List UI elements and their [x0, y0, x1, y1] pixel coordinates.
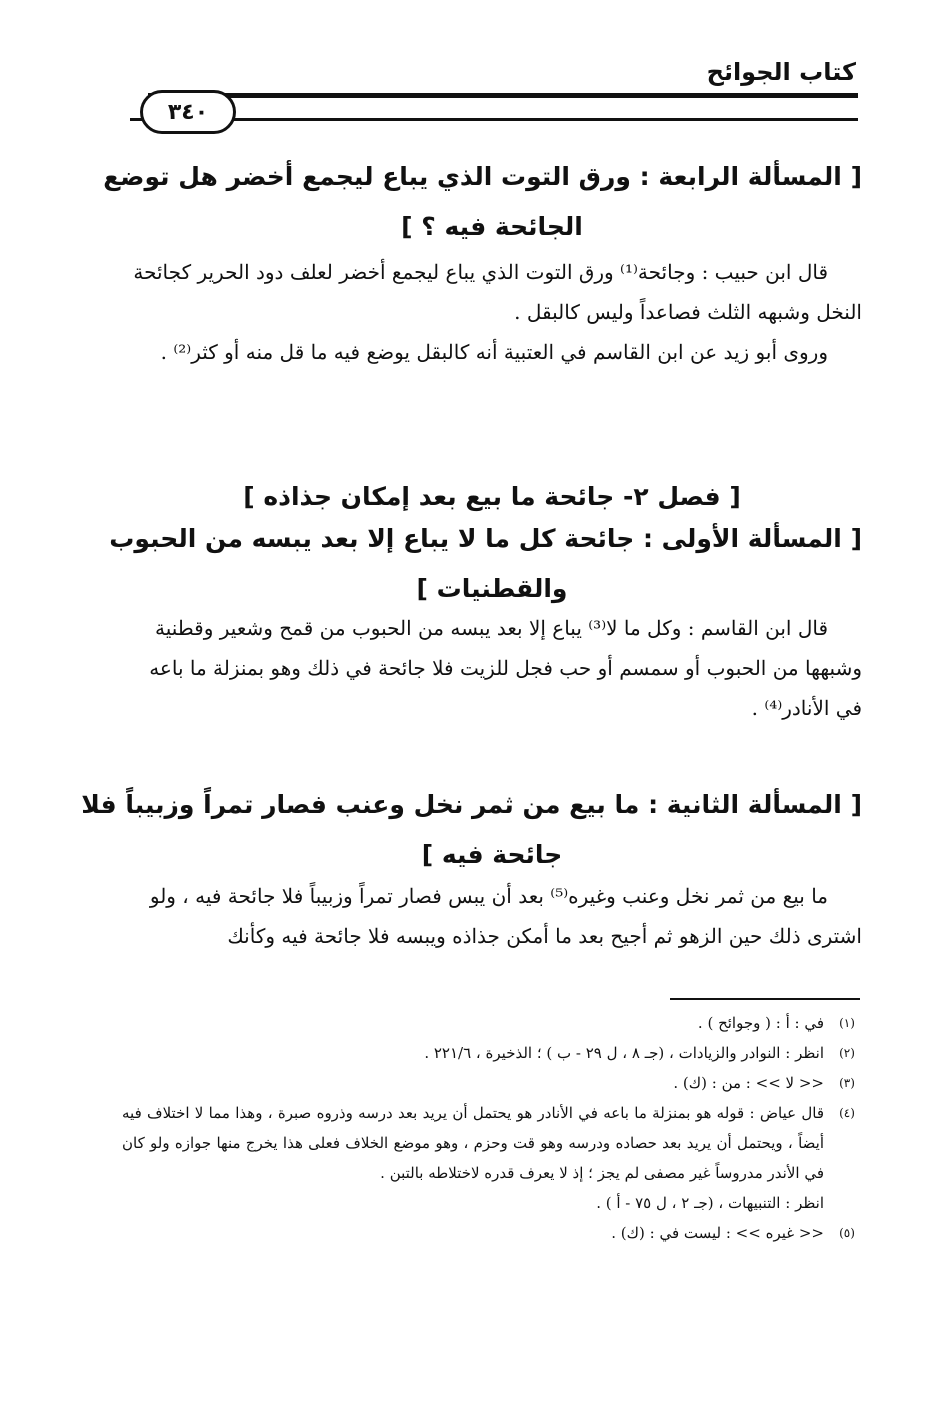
heading-line: الجائحة فيه ؟ ]: [401, 212, 583, 241]
footnote-text: انظر : النوادر والزيادات ، (جـ ٨ ، ل ٢٩ - ب ) ؛ الذخيرة ، ٢٢١/٦ .: [424, 1044, 824, 1062]
section-heading-fourth-issue: [103, 152, 862, 252]
footnote-number: (٢): [839, 1046, 855, 1060]
heading-line: [ المسألة الأولى : جائحة كل ما لا يباع إلا بعد يبسه من الحبوب: [109, 524, 862, 553]
footnote-number: (٤): [839, 1106, 855, 1120]
footnote-text: في : أ : ( وجوائح ) .: [697, 1014, 824, 1032]
paragraph: قال ابن حبيب : وجائحة⁽¹⁾ ورق التوت الذي يباع ليجمع أخضر لعلف دود الحرير كجائحة النخل وشبهه الثلث فصاعداً وليس كالبقل .: [133, 260, 862, 324]
section-body-fourth-issue: [122, 252, 862, 372]
running-title: كتاب الجوائح: [706, 58, 856, 86]
footnote-text-reference: انظر : التنبيهات ، (جـ ٢ ، ل ٧٥ - أ ) .: [596, 1194, 824, 1212]
footnote: [122, 1008, 870, 1038]
paragraph: قال ابن القاسم : وكل ما لا⁽³⁾ يباع إلا بعد يبسه من الحبوب من قمح وشعير وقطنية وشبهها من الحبوب أو سمسم أو حب فجل للزيت فلا جائحة في ذلك وهو بمنزلة ما باعه في الأنادر⁽⁴⁾ .: [149, 616, 862, 720]
footnote-number: (١): [839, 1016, 855, 1030]
header-rule-thin: [130, 118, 858, 121]
footnote-text: [122, 1098, 824, 1218]
heading-line: جائحة فيه ]: [421, 840, 563, 869]
footnote: [122, 1218, 870, 1248]
paragraph: ما بيع من ثمر نخل وعنب وغيره⁽⁵⁾ بعد أن يبس فصار تمراً وزبيباً فلا جائحة فيه ، ولو اشترى ذلك حين الزهو ثم أجيح بعد ما أمكن جذاذه ويبسه فلا جائحة فيه وكأنك: [149, 884, 862, 948]
footnote-text: << لا >> : من : (ك) .: [673, 1074, 824, 1092]
heading-line: [ فصل ٢- جائحة ما بيع بعد إمكان جذاذه ]: [243, 482, 741, 511]
footnote-text: << غيره >> : ليست في : (ك) .: [611, 1224, 824, 1242]
page-number: ٣٤٠: [140, 90, 236, 134]
section-heading-second-issue: [81, 780, 862, 880]
footnote: [122, 1038, 870, 1068]
section-body-second-issue: [122, 876, 862, 956]
heading-line: [ المسألة الرابعة : ورق التوت الذي يباع ليجمع أخضر هل توضع: [103, 162, 862, 191]
header-rule: [148, 93, 858, 98]
section-body-first-issue: [122, 608, 862, 728]
footnote-separator: [670, 998, 860, 1000]
footnote: [122, 1098, 870, 1218]
heading-line: والقطنيات ]: [416, 574, 568, 603]
section-heading-first-issue: [109, 514, 862, 614]
footnotes: [122, 1008, 870, 1248]
footnote: [122, 1068, 870, 1098]
paragraph: وروى أبو زيد عن ابن القاسم في العتبية أنه كالبقل يوضع فيه ما قل منه أو كثر⁽²⁾ .: [160, 340, 828, 364]
footnote-text-main: قال عياض : قوله هو بمنزلة ما باعه في الأنادر هو يحتمل أن يريد بعد درسه وذروه صبرة ، وهذا مما لا اختلاف فيه أيضاً ، ويحتمل أن يريد بعد حصاده ودرسه وهو قت وحزم ، وهو موضع الخلاف فعلى هذا يخرج منها جوازه ولو كان في الأندر مدروساً غير مصفى لم يجز ؛ إذ لا يعرف قدره لاختلاطه بالتبن .: [122, 1104, 824, 1182]
footnote-number: (٥): [839, 1226, 855, 1240]
footnote-number: (٣): [839, 1076, 855, 1090]
heading-line: [ المسألة الثانية : ما بيع من ثمر نخل وعنب فصار تمراً وزبيباً فلا: [81, 790, 862, 819]
